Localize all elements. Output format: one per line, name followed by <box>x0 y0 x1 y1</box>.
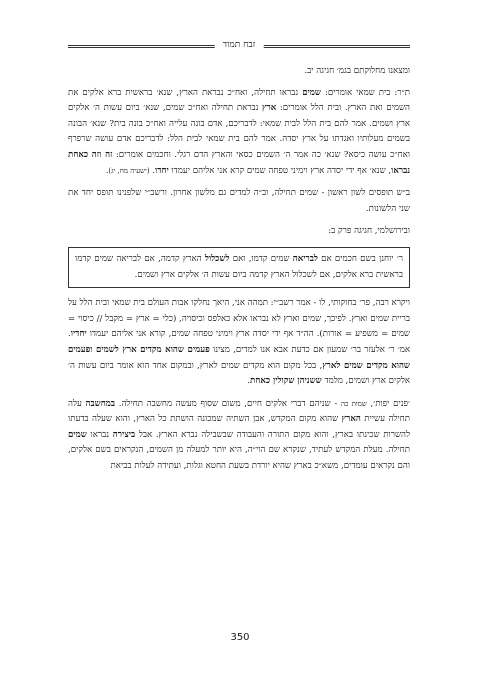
emphasis-text: לבריאה <box>292 253 318 264</box>
running-header <box>68 40 410 52</box>
yerushalmi-quote <box>75 252 403 283</box>
talmud-quote-paragraph <box>68 86 410 180</box>
text-run: . <box>149 165 156 176</box>
text-run: נבראת תחילה ואח״כ שמים, שנא׳ ביום עשות ה׳ אלקים ארץ ושמים. אמר להם בית הלל לבית שמאי: לדבריכם, אדם בונה עלייה ואח״כ בונה בית? שנא׳ הבונה בשמים מעלותיו ואגדתו על ארץ יסדה. אמר להם בית שמאי לבית הלל: לדבריכם אדם עושה שרפרף ואח״כ עושה כיסא? שנא׳ כה אמר ה׳ השמים כסאי והארץ הדם רגלי. וחכמים אומרים: <box>68 103 411 160</box>
text-run: , בכל מקום הוא מקדים שמים לארץ, ובמקום אחד הוא אומר ביום עשות ה׳ אלקים ארץ ושמים, מלמד <box>68 360 410 387</box>
emphasis-text: ביצירה <box>112 429 136 440</box>
emphasis-text: יחדו <box>155 165 169 176</box>
emphasis-text: פעמים שהוא מקדים ארץ לשמים ופעמים שהוא מקדים שמים לארץ <box>68 344 410 371</box>
intro-paragraph: ומצאנו מחלוקתם בגמ׳ חגיגה יב. <box>304 66 410 76</box>
text-run: נבראו תחילה, ואח״כ נבראת הארץ, שנא׳ בראשית ברא אלקים את השמים ואת הארץ. ובית הלל אומרים: <box>68 87 410 114</box>
commentary-paragraph: ב״ש תופסים לשון ראשון - שמים תחילה, וב״ה למדים גם מלשון אחרון. ורשב״י שלפנינו תופס יחד את שני הלשונות. <box>68 188 410 214</box>
text-run: . אמ׳ ר׳ אלעזר בר׳ שמעון אם כדעת אבא אנו למדים, מצינו <box>68 329 410 355</box>
emphasis-text: לשכלול <box>204 253 230 264</box>
text-run: עלה תחילה עשיית <box>68 398 410 425</box>
emphasis-text: ששניהן שקולין כאחת <box>250 376 322 387</box>
source-citation: שמות כה <box>340 399 367 408</box>
emphasis-text: שמים <box>68 429 87 440</box>
emphasis-text: במחשבה <box>85 398 116 409</box>
body-text <box>68 64 410 475</box>
page-number: 350 <box>230 632 250 643</box>
emphasis-text: ארץ <box>262 103 277 114</box>
emphasis-text: יחדיו <box>70 329 87 340</box>
text-run: . <box>247 376 251 387</box>
text-run: ת״ר: בית שמאי אומרים: <box>320 87 410 98</box>
yerushalmi-heading: ובירושלמי, חגיגה פרק ב: <box>328 226 410 237</box>
emphasis-text: הארץ <box>341 414 361 425</box>
text-run: הארץ קדמה, אם לבריאה שמים קדמו בראשית ברא אלקים, אם לשכלול הארץ קדמה ביום עשות ה׳ אלקים ארץ ושמים. <box>75 253 403 280</box>
text-run: תחילה. מעלת המקדש לעתיד, שנקרא שם הוי״ה, היא יותר למעלה מן השמים, הנקראים בשם אלקים, והם נקראים עומדים, משא״כ בארץ שהיא יורדת בשעת החטא וגלות, ועתידה לעלות בביאת <box>68 445 410 472</box>
text-run: שמים קדמו, ואם <box>229 253 293 264</box>
panim-yafot-paragraph <box>68 397 410 475</box>
text-run: ׳פנים יפות׳, <box>366 398 410 409</box>
source-citation: (ישעיה מח, יג). <box>106 166 150 175</box>
text-run: , שנא׳ אף ידי יסדה ארץ וימיני טפחה שמים קרא אני אליהם יעמדו <box>168 165 392 176</box>
text-run: - שניהם דברי אלקים חיים, משום שסוף מעשה מחשבה תחילה. <box>115 398 341 409</box>
emphasis-text: שמים <box>302 87 321 98</box>
emphasis-text: זה וזה כאחת נבראו <box>68 149 410 176</box>
vayikra-rabba-paragraph <box>68 296 410 390</box>
header-title: זבח תמוד <box>215 39 264 50</box>
text-run: ר׳ יוחנן בשם חכמים אם <box>317 253 403 264</box>
yerushalmi-quote-box <box>68 247 410 288</box>
text-run: נבראו <box>86 429 113 440</box>
text-run: שהוא מקום המקדש, אבן השתיה שמכונה הושתת כל הארץ, והוא שעלה בדעתו להשרות שכינתו בארץ, והוא מקום התורה והעבודה שבשבילה נברא הארץ. אבל <box>68 414 410 440</box>
text-run: ויקרא רבה, פר׳ בחוקותי, לו - אמר רשב״י: תמהה אני, היאך נחלקו אבות העולם בית שמאי ובית הלל על בריית שמים וארץ. לפיכך, שמים וארץ לא נבראו אלא כאלפס וכיסויה, (כלי = ארץ = מקבל // כיסוי = שמים = משפיע = אורות). הה״ד אף ידי יסדה ארץ וימיני טפחה שמים, קורא אני אליהם יעמדו <box>68 298 410 340</box>
